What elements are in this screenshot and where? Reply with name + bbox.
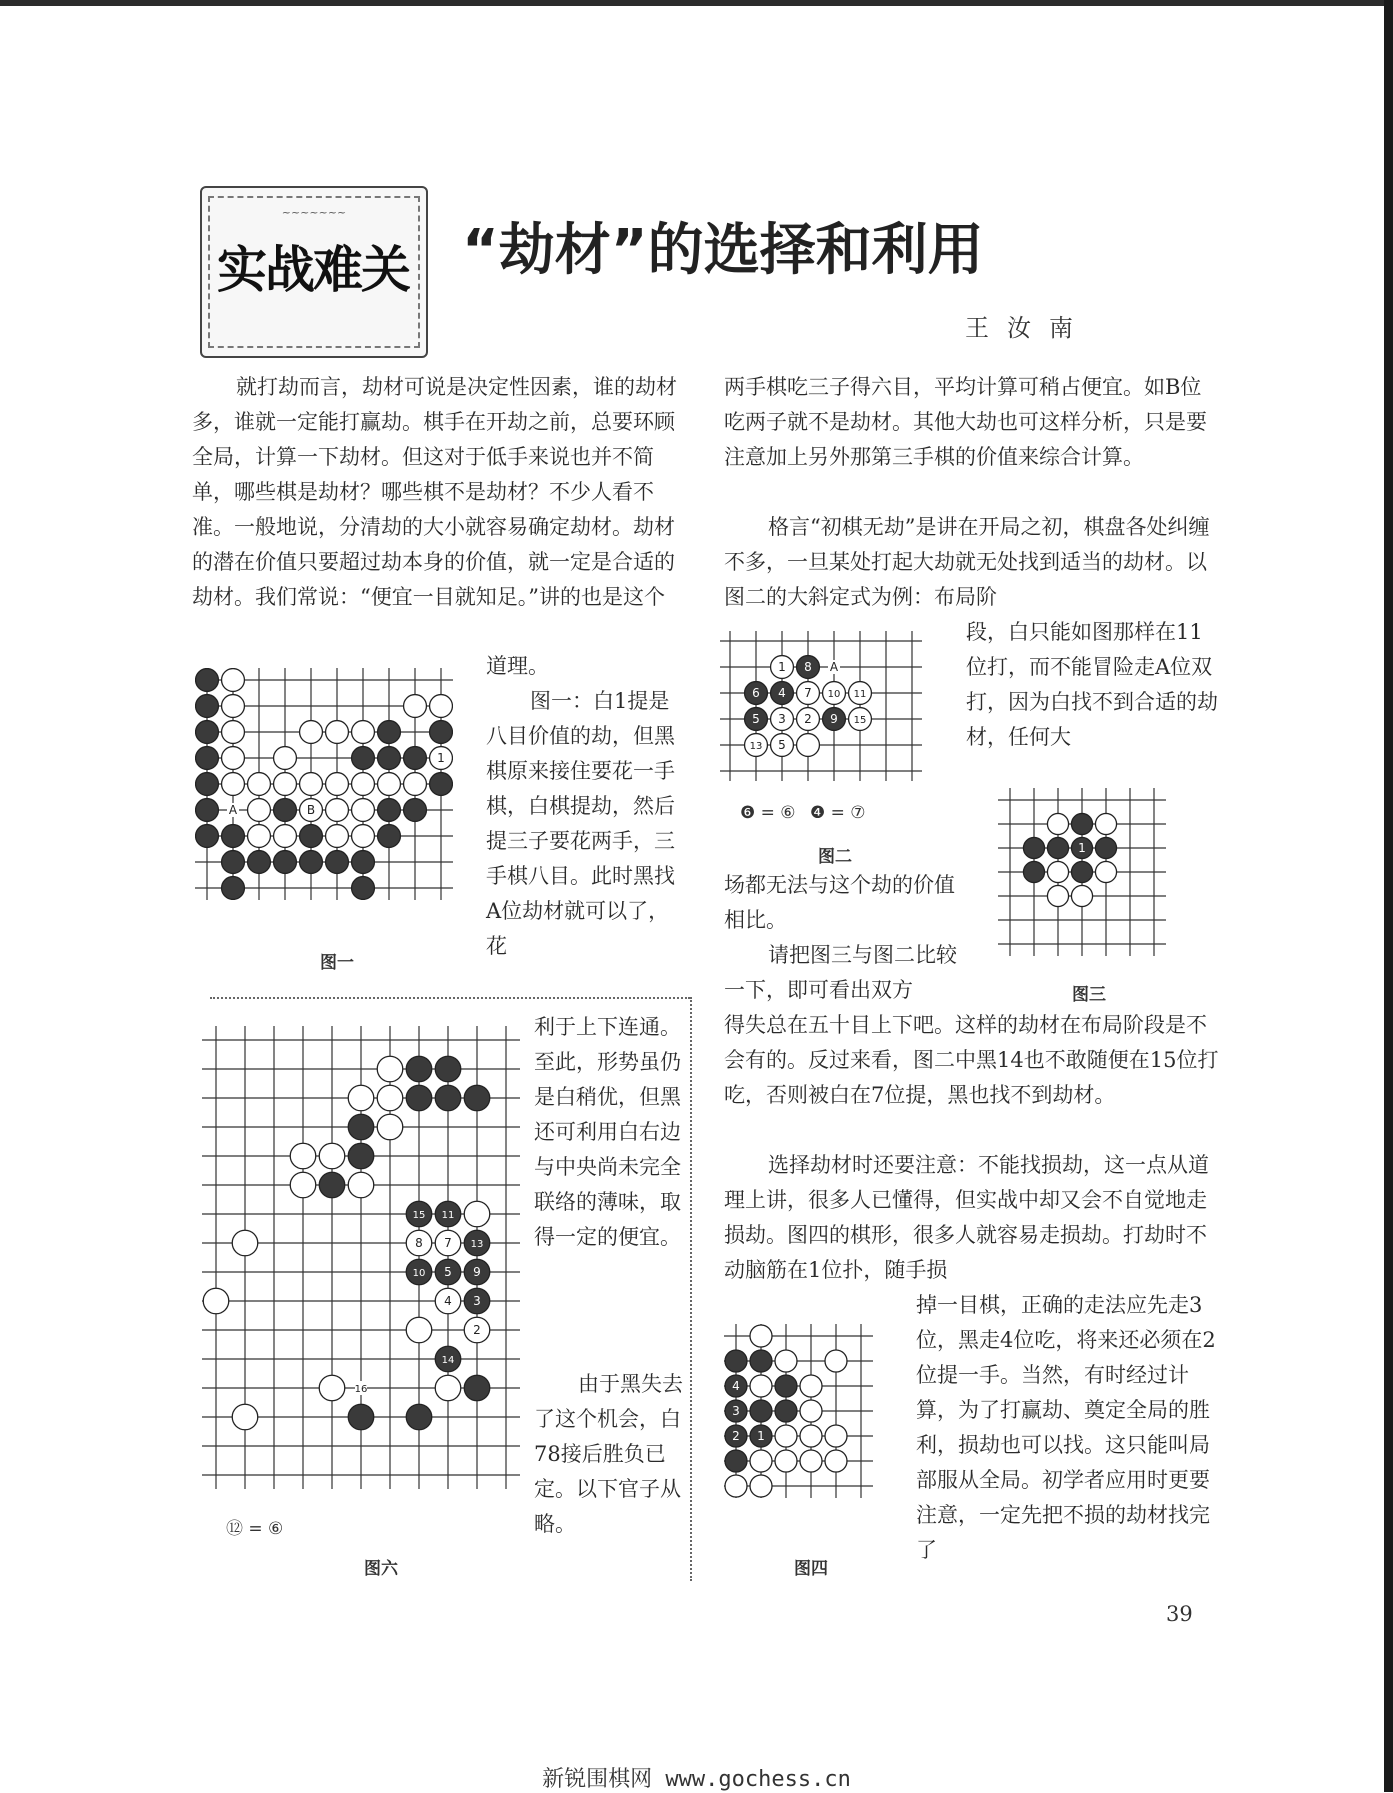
- figure-3-caption: 图三: [1072, 985, 1106, 1005]
- black-stone: [326, 851, 349, 874]
- white-stone: [348, 1172, 374, 1198]
- move-label: 5: [752, 712, 760, 726]
- black-stone: [222, 851, 245, 874]
- white-stone: [222, 669, 245, 692]
- white-stone: [232, 1404, 258, 1430]
- go-diagram-2: [720, 631, 922, 781]
- black-stone: [196, 747, 219, 770]
- right-paragraph-5: 请把图三与图二比较一下，即可看出双方: [724, 943, 957, 1002]
- white-stone: [248, 799, 271, 822]
- right-paragraph-1: 两手棋吃三子得六目，平均计算可稍占便宜。如B位吃两子就不是劫材。其他大劫也可这样分析，只是要注意加上另外那第三手棋的价值来综合计算。: [724, 375, 1207, 469]
- left-paragraph-5: 由于黑失去了这个机会，白78接后胜负已定。以下官子从略。: [534, 1372, 683, 1536]
- black-stone: [378, 825, 401, 848]
- move-label: 11: [441, 1210, 455, 1221]
- column-badge-text: 实战难关: [217, 241, 409, 299]
- right-paragraph-7: 选择劫材时还要注意：不能找损劫，这一点从道理上讲，很多人已懂得，但实战中却又会不自觉地走损劫。图四的棋形，很多人就容易走损劫。打劫时不动脑筋在1位扑，随手损: [724, 1153, 1209, 1282]
- article-title: “劫材”的选择和利用: [462, 218, 984, 283]
- white-stone: [435, 1375, 461, 1401]
- move-label: 5: [444, 1265, 452, 1279]
- figure-1-caption: 图一: [320, 953, 354, 973]
- magazine-page: [10, 6, 1382, 1792]
- right-paragraph-2: 格言“初棋无劫”是讲在开局之初，棋盘各处纠缠不多，一旦某处打起大劫就无处找到适当的劫材。以图二的大斜定式为例：布局阶: [724, 515, 1210, 609]
- black-stone: [248, 851, 271, 874]
- white-stone: [404, 773, 427, 796]
- black-stone: [378, 721, 401, 744]
- column-divider: [690, 997, 692, 1581]
- white-stone: [203, 1288, 229, 1314]
- white-stone: [352, 773, 375, 796]
- move-label: 7: [444, 1236, 452, 1250]
- left-paragraph-2: 道理。: [486, 654, 549, 678]
- black-stone: [348, 1404, 374, 1430]
- black-stone: [196, 721, 219, 744]
- white-stone: [775, 1350, 797, 1372]
- white-stone: [1047, 861, 1068, 882]
- black-stone: [196, 799, 219, 822]
- white-stone: [404, 695, 427, 718]
- move-label: 2: [473, 1323, 481, 1337]
- white-stone: [352, 825, 375, 848]
- white-stone: [326, 799, 349, 822]
- black-stone: [319, 1172, 345, 1198]
- white-stone: [800, 1450, 822, 1472]
- move-label: 4: [732, 1379, 740, 1393]
- move-label: 10: [827, 689, 841, 700]
- white-stone: [377, 1056, 403, 1082]
- black-stone: [430, 773, 453, 796]
- white-stone: [750, 1375, 772, 1397]
- black-stone: [430, 721, 453, 744]
- black-stone: [1071, 813, 1092, 834]
- figure-6-note: ⑫ = ⑥: [226, 1519, 284, 1539]
- black-stone: [196, 695, 219, 718]
- black-stone: [1095, 837, 1116, 858]
- black-stone: [404, 747, 427, 770]
- white-stone: [750, 1475, 772, 1497]
- black-stone: [464, 1085, 490, 1111]
- go-diagram-6: [202, 1026, 520, 1489]
- white-stone: [300, 721, 323, 744]
- black-stone: [378, 799, 401, 822]
- fig3-board-svg: [998, 788, 1166, 956]
- white-stone: [326, 773, 349, 796]
- black-stone: [1023, 861, 1044, 882]
- white-stone: [1095, 861, 1116, 882]
- black-stone: [196, 773, 219, 796]
- white-stone: [1047, 813, 1068, 834]
- go-diagram-4: [724, 1324, 873, 1498]
- white-stone: [800, 1425, 822, 1447]
- figure-6-caption: 图六: [364, 1559, 398, 1579]
- black-stone: [378, 747, 401, 770]
- move-label: 15: [412, 1210, 426, 1221]
- move-label: 1: [437, 751, 445, 765]
- white-stone: [222, 747, 245, 770]
- move-label: 9: [473, 1265, 481, 1279]
- black-stone: [435, 1085, 461, 1111]
- white-stone: [274, 825, 297, 848]
- move-label: 1: [757, 1429, 765, 1443]
- white-stone: [248, 773, 271, 796]
- white-stone: [725, 1475, 747, 1497]
- black-stone: [775, 1400, 797, 1422]
- black-stone: [274, 799, 297, 822]
- right-paragraph-6: 得失总在五十目上下吧。这样的劫材在布局阶段是不会有的。反过来看，图二中黑14也不敢随便在15位打吃，否则被白在7位提，黑也找不到劫材。: [724, 1013, 1219, 1107]
- black-stone: [352, 877, 375, 900]
- white-stone: [800, 1400, 822, 1422]
- move-label: 8: [804, 660, 812, 674]
- move-label: 6: [752, 686, 760, 700]
- move-label: 3: [473, 1294, 481, 1308]
- black-stone: [300, 825, 323, 848]
- move-label: 7: [804, 686, 812, 700]
- black-stone: [222, 877, 245, 900]
- black-stone: [1071, 861, 1092, 882]
- black-stone: [406, 1056, 432, 1082]
- white-stone: [825, 1450, 847, 1472]
- right-paragraph-4: 场都无法与这个劫的价值相比。: [724, 873, 955, 932]
- go-diagram-3: [998, 788, 1166, 956]
- column-badge-ornament: ~~~~~~~: [281, 206, 347, 219]
- move-label: 1: [778, 660, 786, 674]
- figure-2-caption: 图二: [818, 847, 852, 867]
- section-divider: [210, 997, 690, 999]
- move-label: 5: [778, 738, 786, 752]
- figure-2-note-b: ❹ = ⑦: [810, 803, 866, 823]
- black-stone: [404, 799, 427, 822]
- white-stone: [232, 1230, 258, 1256]
- black-stone: [750, 1350, 772, 1372]
- website-footer: 新锐围棋网 www.gochess.cn: [542, 1767, 851, 1792]
- black-stone: [725, 1450, 747, 1472]
- white-stone: [1047, 885, 1068, 906]
- black-stone: [775, 1375, 797, 1397]
- white-stone: [775, 1425, 797, 1447]
- white-stone: [352, 721, 375, 744]
- white-stone: [406, 1317, 432, 1343]
- white-stone: [352, 799, 375, 822]
- white-stone: [300, 773, 323, 796]
- fig4-board-svg: [724, 1324, 873, 1498]
- black-stone: [406, 1085, 432, 1111]
- move-label: 10: [412, 1268, 426, 1279]
- move-label: 11: [853, 689, 867, 700]
- page-number: 39: [1166, 1602, 1193, 1626]
- white-stone: [797, 734, 820, 757]
- black-stone: [435, 1056, 461, 1082]
- white-stone: [248, 825, 271, 848]
- white-stone: [825, 1425, 847, 1447]
- move-label: 3: [778, 712, 786, 726]
- move-label: A: [228, 803, 238, 817]
- move-label: 13: [470, 1239, 484, 1250]
- white-stone: [800, 1375, 822, 1397]
- move-label: 2: [732, 1429, 740, 1443]
- black-stone: [274, 851, 297, 874]
- white-stone: [326, 825, 349, 848]
- move-label: 3: [732, 1404, 740, 1418]
- white-stone: [290, 1172, 316, 1198]
- black-stone: [222, 825, 245, 848]
- move-label: 15: [853, 715, 867, 726]
- move-label: 8: [415, 1236, 423, 1250]
- move-label: 14: [441, 1355, 455, 1366]
- black-stone: [300, 851, 323, 874]
- black-stone: [1047, 837, 1068, 858]
- fig2-board-svg: [720, 631, 922, 781]
- fig6-board-svg: [202, 1026, 520, 1489]
- figure-2-note-a: ❻ = ⑥: [740, 803, 796, 823]
- fig1-board-svg: [195, 668, 453, 900]
- move-label: 1: [1078, 841, 1086, 855]
- left-paragraph-3: 图一：白1提是八目价值的劫，但黑棋原来接住要花一手棋，白棋提劫，然后提三子要花两手，三手棋八目。此时黑找A位劫材就可以了，花: [486, 689, 675, 958]
- move-label: 13: [749, 741, 763, 752]
- white-stone: [1095, 813, 1116, 834]
- white-stone: [1071, 885, 1092, 906]
- white-stone: [222, 721, 245, 744]
- black-stone: [1023, 837, 1044, 858]
- white-stone: [775, 1450, 797, 1472]
- window-right-edge: [1384, 0, 1393, 1792]
- black-stone: [348, 1114, 374, 1140]
- move-label: 4: [778, 686, 786, 700]
- article-author: 王汝南: [965, 314, 1091, 342]
- black-stone: [464, 1375, 490, 1401]
- white-stone: [377, 1114, 403, 1140]
- white-stone: [464, 1201, 490, 1227]
- white-stone: [348, 1085, 374, 1111]
- white-stone: [750, 1325, 772, 1347]
- white-stone: [319, 1143, 345, 1169]
- white-stone: [377, 1085, 403, 1111]
- black-stone: [348, 1143, 374, 1169]
- move-label: B: [306, 803, 316, 817]
- go-diagram-1: [195, 668, 453, 900]
- black-stone: [196, 669, 219, 692]
- right-paragraph-8: 掉一目棋，正确的走法应先走3位，黑走4位吃，将来还必须在2位提一手。当然，有时经过计算，为了打赢劫、奠定全局的胜利，损劫也可以找。这只能叫局部服从全局。初学者应用时更要注意，一定先把不损的劫材找完了: [916, 1293, 1216, 1562]
- move-label: 9: [830, 712, 838, 726]
- left-paragraph-4: 利于上下连通。至此，形势虽仍是白稍优，但黑还可利用白右边与中央尚未完全联络的薄味，取得一定的便宜。: [534, 1015, 681, 1249]
- black-stone: [352, 851, 375, 874]
- move-label: 4: [444, 1294, 452, 1308]
- white-stone: [378, 773, 401, 796]
- move-label: 2: [804, 712, 812, 726]
- move-label: 16: [354, 1384, 368, 1395]
- right-paragraph-3: 段，白只能如图那样在11位打，而不能冒险走A位双打，因为白找不到合适的劫材，任何大: [966, 620, 1218, 749]
- white-stone: [326, 721, 349, 744]
- figure-4-caption: 图四: [794, 1559, 828, 1579]
- move-label: A: [829, 660, 839, 674]
- black-stone: [750, 1400, 772, 1422]
- white-stone: [222, 773, 245, 796]
- white-stone: [825, 1350, 847, 1372]
- white-stone: [430, 695, 453, 718]
- column-badge: [200, 186, 428, 358]
- white-stone: [222, 695, 245, 718]
- white-stone: [319, 1375, 345, 1401]
- black-stone: [352, 747, 375, 770]
- white-stone: [750, 1450, 772, 1472]
- black-stone: [725, 1350, 747, 1372]
- left-paragraph-1: 就打劫而言，劫材可说是决定性因素，谁的劫材多，谁就一定能打赢劫。棋手在开劫之前，总要环顾全局，计算一下劫材。但这对于低手来说也并不简单，哪些棋是劫材？哪些棋不是劫材？不少人看不准。一般地说，分清劫的大小就容易确定劫材。劫材的潜在价值只要超过劫本身的价值，就一定是合适的劫材。我们常说：“便宜一目就知足。”讲的也是这个: [192, 375, 677, 609]
- white-stone: [274, 747, 297, 770]
- white-stone: [274, 773, 297, 796]
- white-stone: [290, 1143, 316, 1169]
- black-stone: [406, 1404, 432, 1430]
- black-stone: [196, 825, 219, 848]
